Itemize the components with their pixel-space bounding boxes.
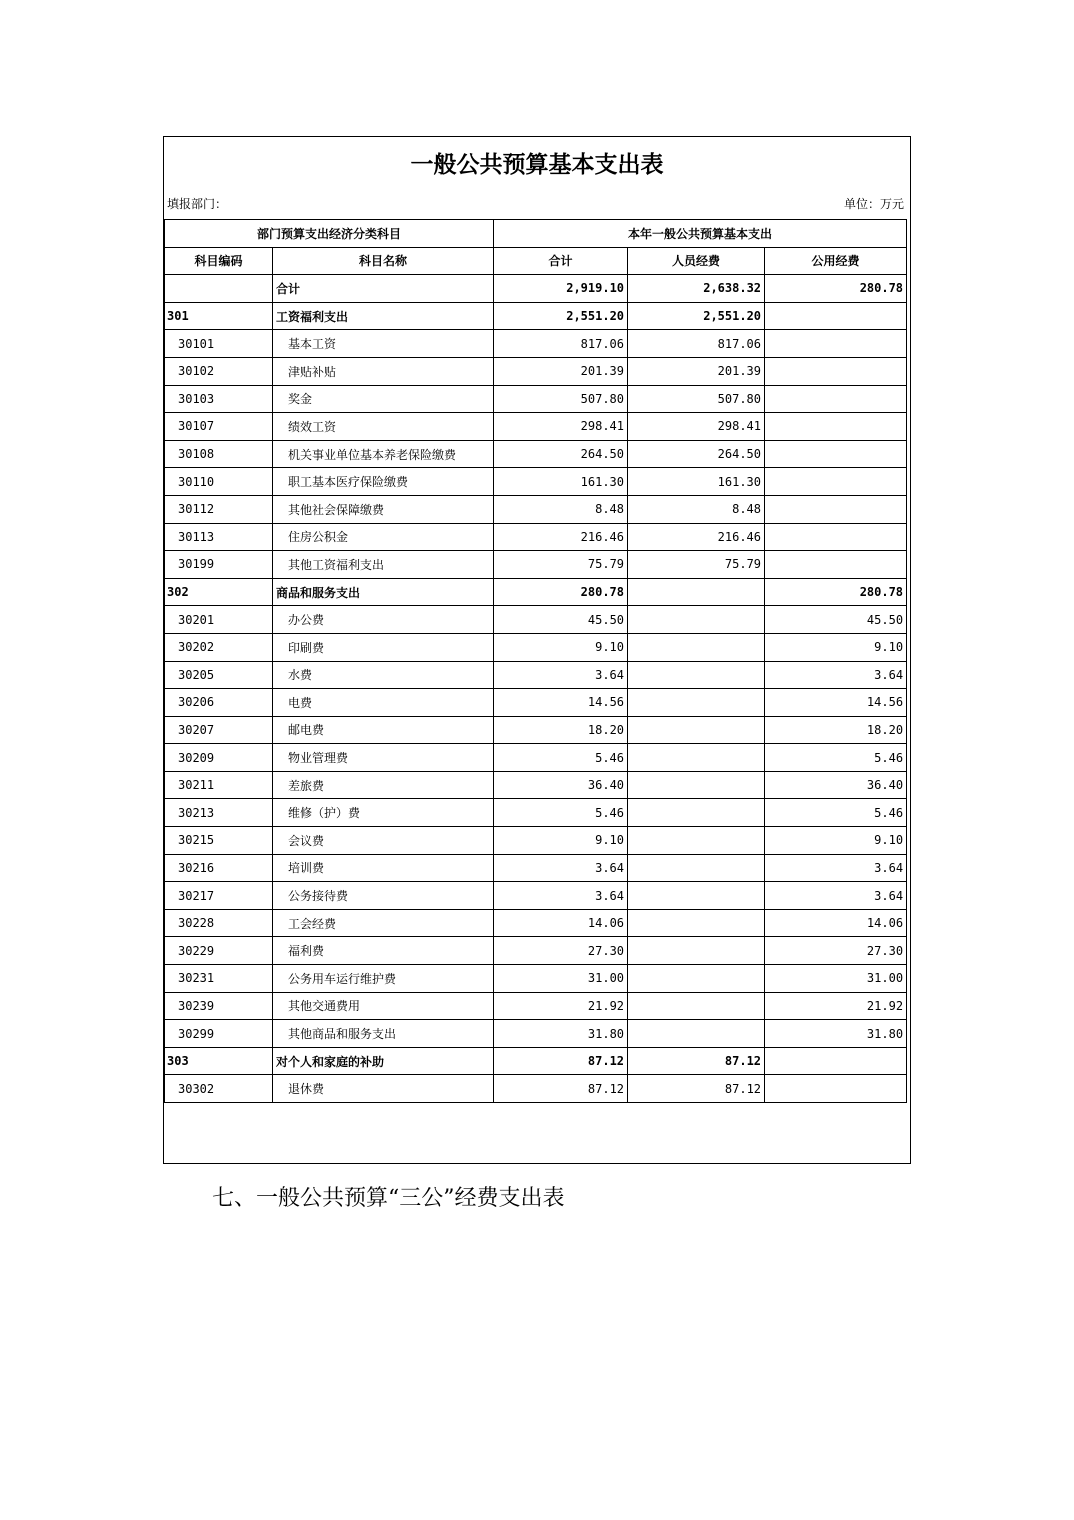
row-code: 30302 — [165, 1075, 273, 1103]
row-name: 对个人和家庭的补助 — [273, 1047, 494, 1075]
row-total: 14.06 — [494, 909, 628, 937]
row-personnel: 2,551.20 — [628, 302, 765, 330]
table-row — [165, 275, 907, 303]
row-personnel — [628, 937, 765, 965]
row-total: 817.06 — [494, 330, 628, 358]
row-public — [765, 357, 907, 385]
row-personnel: 2,638.32 — [628, 275, 765, 303]
row-public: 27.30 — [765, 937, 907, 965]
row-name: 基本工资 — [273, 330, 494, 358]
row-name: 其他商品和服务支出 — [273, 1020, 494, 1048]
row-personnel — [628, 1020, 765, 1048]
row-total: 3.64 — [494, 882, 628, 910]
row-code: 301 — [165, 302, 273, 330]
table-row — [165, 330, 907, 358]
row-personnel: 161.30 — [628, 468, 765, 496]
row-personnel — [628, 689, 765, 717]
row-public: 31.00 — [765, 965, 907, 993]
table-row — [165, 882, 907, 910]
row-public: 45.50 — [765, 606, 907, 634]
row-total: 216.46 — [494, 523, 628, 551]
row-public: 14.06 — [765, 909, 907, 937]
row-code: 30217 — [165, 882, 273, 910]
row-public — [765, 1075, 907, 1103]
row-total: 201.39 — [494, 357, 628, 385]
row-name: 公务接待费 — [273, 882, 494, 910]
row-public — [765, 523, 907, 551]
table-row — [165, 854, 907, 882]
row-total: 280.78 — [494, 578, 628, 606]
table-row — [165, 689, 907, 717]
row-personnel — [628, 882, 765, 910]
table-row — [165, 302, 907, 330]
row-personnel — [628, 799, 765, 827]
row-personnel: 817.06 — [628, 330, 765, 358]
row-public — [765, 413, 907, 441]
row-personnel — [628, 661, 765, 689]
row-code: 30202 — [165, 633, 273, 661]
row-total: 87.12 — [494, 1047, 628, 1075]
row-code: 30113 — [165, 523, 273, 551]
page-title: 一般公共预算基本支出表 — [410, 151, 664, 178]
row-public: 31.80 — [765, 1020, 907, 1048]
row-total: 264.50 — [494, 440, 628, 468]
row-name: 职工基本医疗保险缴费 — [273, 468, 494, 496]
row-code: 30201 — [165, 606, 273, 634]
row-name: 邮电费 — [273, 716, 494, 744]
row-name: 印刷费 — [273, 633, 494, 661]
row-code: 30239 — [165, 992, 273, 1020]
row-public: 3.64 — [765, 661, 907, 689]
row-name: 机关事业单位基本养老保险缴费 — [273, 440, 494, 468]
row-total: 31.00 — [494, 965, 628, 993]
row-total: 5.46 — [494, 744, 628, 772]
row-public — [765, 495, 907, 523]
row-public: 280.78 — [765, 275, 907, 303]
row-personnel — [628, 716, 765, 744]
row-personnel — [628, 744, 765, 772]
row-total: 45.50 — [494, 606, 628, 634]
row-personnel — [628, 854, 765, 882]
row-total: 298.41 — [494, 413, 628, 441]
row-total: 36.40 — [494, 771, 628, 799]
row-total: 3.64 — [494, 854, 628, 882]
table-row — [165, 523, 907, 551]
table-row — [165, 495, 907, 523]
row-name: 工资福利支出 — [273, 302, 494, 330]
row-personnel: 264.50 — [628, 440, 765, 468]
table-row — [165, 799, 907, 827]
row-personnel: 201.39 — [628, 357, 765, 385]
row-name: 其他工资福利支出 — [273, 551, 494, 579]
row-personnel — [628, 578, 765, 606]
row-public: 5.46 — [765, 744, 907, 772]
table-row — [165, 1075, 907, 1103]
row-name: 办公费 — [273, 606, 494, 634]
table-row — [165, 716, 907, 744]
row-personnel — [628, 965, 765, 993]
row-code: 30213 — [165, 799, 273, 827]
row-total: 507.80 — [494, 385, 628, 413]
row-public: 9.10 — [765, 633, 907, 661]
row-code: 303 — [165, 1047, 273, 1075]
row-code: 30215 — [165, 827, 273, 855]
row-name: 物业管理费 — [273, 744, 494, 772]
table-row — [165, 965, 907, 993]
row-total: 9.10 — [494, 827, 628, 855]
row-total: 5.46 — [494, 799, 628, 827]
row-name: 会议费 — [273, 827, 494, 855]
table-row — [165, 771, 907, 799]
row-name: 绩效工资 — [273, 413, 494, 441]
row-name: 福利费 — [273, 937, 494, 965]
row-personnel — [628, 771, 765, 799]
row-public: 5.46 — [765, 799, 907, 827]
header-name: 科目名称 — [273, 247, 494, 275]
table-row — [165, 440, 907, 468]
row-code: 30209 — [165, 744, 273, 772]
row-public — [765, 440, 907, 468]
row-name: 工会经费 — [273, 909, 494, 937]
row-personnel: 87.12 — [628, 1075, 765, 1103]
row-code: 30299 — [165, 1020, 273, 1048]
row-public — [765, 330, 907, 358]
row-personnel — [628, 633, 765, 661]
table-row — [165, 1020, 907, 1048]
table-row — [165, 744, 907, 772]
row-personnel — [628, 992, 765, 1020]
table-row — [165, 357, 907, 385]
row-name: 奖金 — [273, 385, 494, 413]
row-public: 36.40 — [765, 771, 907, 799]
row-public: 3.64 — [765, 882, 907, 910]
table-row — [165, 633, 907, 661]
row-name: 商品和服务支出 — [273, 578, 494, 606]
header-column-row — [165, 247, 907, 275]
row-public: 21.92 — [765, 992, 907, 1020]
row-total: 14.56 — [494, 689, 628, 717]
row-personnel: 507.80 — [628, 385, 765, 413]
row-name: 住房公积金 — [273, 523, 494, 551]
row-code: 30229 — [165, 937, 273, 965]
row-code: 30108 — [165, 440, 273, 468]
row-personnel: 216.46 — [628, 523, 765, 551]
row-total: 2,551.20 — [494, 302, 628, 330]
table-row — [165, 827, 907, 855]
row-name: 电费 — [273, 689, 494, 717]
row-name: 水费 — [273, 661, 494, 689]
row-name: 差旅费 — [273, 771, 494, 799]
table-row — [165, 992, 907, 1020]
row-public: 280.78 — [765, 578, 907, 606]
unit-label: 单位：万元 — [843, 197, 904, 211]
row-public — [765, 385, 907, 413]
row-public — [765, 302, 907, 330]
row-code — [165, 275, 273, 303]
row-personnel — [628, 827, 765, 855]
row-name: 合计 — [273, 275, 494, 303]
row-total: 3.64 — [494, 661, 628, 689]
row-name: 公务用车运行维护费 — [273, 965, 494, 993]
row-total: 27.30 — [494, 937, 628, 965]
table-row — [165, 468, 907, 496]
row-public — [765, 551, 907, 579]
header-public: 公用经费 — [765, 247, 907, 275]
row-public: 14.56 — [765, 689, 907, 717]
row-total: 161.30 — [494, 468, 628, 496]
row-total: 75.79 — [494, 551, 628, 579]
row-code: 30216 — [165, 854, 273, 882]
row-public: 18.20 — [765, 716, 907, 744]
next-section-heading: 七、一般公共预算“三公”经费支出表 — [212, 1186, 565, 1211]
row-personnel: 87.12 — [628, 1047, 765, 1075]
row-total: 8.48 — [494, 495, 628, 523]
row-code: 30231 — [165, 965, 273, 993]
table-row — [165, 413, 907, 441]
row-code: 30228 — [165, 909, 273, 937]
row-code: 30103 — [165, 385, 273, 413]
row-name: 维修（护）费 — [273, 799, 494, 827]
header-total: 合计 — [494, 247, 628, 275]
row-name: 退休费 — [273, 1075, 494, 1103]
table-row — [165, 661, 907, 689]
fill-department-label: 填报部门： — [167, 197, 228, 211]
row-code: 30102 — [165, 357, 273, 385]
row-total: 18.20 — [494, 716, 628, 744]
table-row — [165, 551, 907, 579]
row-code: 30207 — [165, 716, 273, 744]
header-code: 科目编码 — [165, 247, 273, 275]
row-code: 30206 — [165, 689, 273, 717]
row-personnel — [628, 606, 765, 634]
row-name: 其他社会保障缴费 — [273, 495, 494, 523]
header-personnel: 人员经费 — [628, 247, 765, 275]
header-group-row — [165, 220, 907, 248]
row-personnel: 298.41 — [628, 413, 765, 441]
table-row — [165, 385, 907, 413]
row-name: 培训费 — [273, 854, 494, 882]
row-total: 87.12 — [494, 1075, 628, 1103]
row-personnel — [628, 909, 765, 937]
row-code: 30199 — [165, 551, 273, 579]
row-code: 302 — [165, 578, 273, 606]
row-name: 其他交通费用 — [273, 992, 494, 1020]
table-body — [165, 275, 907, 1103]
table-row — [165, 937, 907, 965]
row-public: 9.10 — [765, 827, 907, 855]
row-code: 30110 — [165, 468, 273, 496]
row-total: 9.10 — [494, 633, 628, 661]
row-name: 津贴补贴 — [273, 357, 494, 385]
table-row — [165, 909, 907, 937]
row-code: 30205 — [165, 661, 273, 689]
row-public — [765, 468, 907, 496]
row-code: 30107 — [165, 413, 273, 441]
row-personnel: 75.79 — [628, 551, 765, 579]
row-personnel: 8.48 — [628, 495, 765, 523]
table-row — [165, 578, 907, 606]
header-economic-category: 部门预算支出经济分类科目 — [165, 220, 494, 248]
row-total: 31.80 — [494, 1020, 628, 1048]
table-row — [165, 606, 907, 634]
table-row — [165, 1047, 907, 1075]
row-total: 21.92 — [494, 992, 628, 1020]
row-total: 2,919.10 — [494, 275, 628, 303]
row-public: 3.64 — [765, 854, 907, 882]
row-code: 30101 — [165, 330, 273, 358]
header-current-year-expenditure: 本年一般公共预算基本支出 — [494, 220, 907, 248]
row-code: 30112 — [165, 495, 273, 523]
row-public — [765, 1047, 907, 1075]
budget-table — [164, 219, 907, 1103]
row-code: 30211 — [165, 771, 273, 799]
